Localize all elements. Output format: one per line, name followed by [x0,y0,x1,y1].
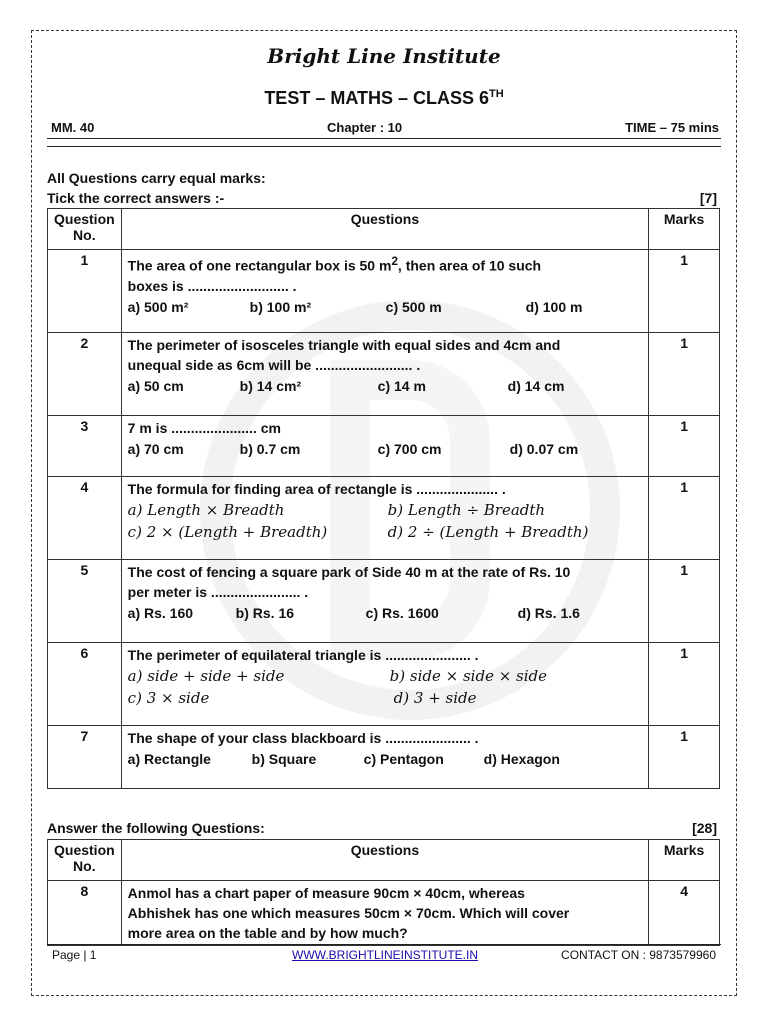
option-b[interactable]: b) side × side × side [389,667,548,685]
table-row: 3 7 m is ...................... cm a) 70 cm b) 0.7 cm c) 700 cm d) 0.07 cm 1 [48,416,720,477]
option-a[interactable]: a) 70 cm [127,441,184,457]
options [128,665,643,687]
time-limit: TIME – 75 mins [625,120,719,135]
options [128,499,643,521]
section2-heading: Answer the following Questions: [28] [47,820,717,836]
option-c[interactable]: c) 3 × side [127,689,210,707]
option-d[interactable]: d) 2 ÷ (Length + Breadth) [387,523,589,541]
option-a[interactable]: a) 50 cm [127,378,184,394]
option-d[interactable]: d) 100 m [525,298,583,315]
page-number: Page | 1 [52,948,97,962]
option-d[interactable]: d) Hexagon [483,751,560,767]
test-title: TEST – MATHS – CLASS 6TH [264,88,504,108]
option-b[interactable]: b) Square [251,751,317,767]
option-a[interactable]: a) 500 m² [127,298,189,315]
option-c[interactable]: c) 500 m [385,298,442,315]
max-marks: MM. 40 [51,120,95,135]
options [128,687,643,709]
test-meta-row [47,120,721,139]
option-c[interactable]: c) 2 × (Length + Breadth) [127,523,328,541]
option-d[interactable]: d) 14 cm [507,378,565,394]
chapter: Chapter : 10 [327,120,403,135]
table-row: 4 The formula for finding area of rectangle is ..................... . a) Length × Breadth b) Length ÷ Breadth c) 2 × (Length + Breadth) d) 2 ÷ (Length + Breadth) 1 [48,477,720,560]
table-header-row: Question No. Questions Marks [48,209,720,250]
option-c[interactable]: c) Rs. 1600 [365,605,439,621]
option-b[interactable]: b) 14 cm² [239,378,302,394]
options [128,748,643,770]
instruction-tick: Tick the correct answers :- [7] [47,190,717,206]
option-b[interactable]: b) 0.7 cm [239,441,301,457]
options [128,375,643,397]
long-answer-table [47,839,720,946]
table-row: 8 Anmol has a chart paper of measure 90cm × 40cm, whereas Abhishek has one which measures 50cm × 70cm. Which will cover more area on the table and by how much? 4 [48,881,720,946]
divider [47,146,721,147]
table-row: 1 The area of one rectangular box is 50 $m^2$, then area of 10 such boxes is .......................... . a) 500 m² b) 100 m² c) 500 m d) 100 m 1 [48,250,720,333]
options [128,296,643,318]
contact-info: CONTACT ON : 9873579960 [561,948,716,962]
options [128,438,643,460]
section2-marks: [28] [692,820,717,836]
option-c[interactable]: c) 14 m [377,378,426,394]
option-a[interactable]: a) side + side + side [127,667,285,685]
section1-marks: [7] [699,190,717,206]
website-link[interactable]: WWW.BRIGHTLINEINSTITUTE.IN [292,948,478,962]
table-row: 7 The shape of your class blackboard is ...................... . a) Rectangle b) Square c) Pentagon d) Hexagon 1 [48,726,720,789]
option-d[interactable]: d) 0.07 cm [509,441,579,457]
table-row: 6 The perimeter of equilateral triangle is ...................... . a) side + side + side b) side × side × side c) 3 × side d) 3 + side 1 [48,643,720,726]
option-c[interactable]: c) Pentagon [363,751,444,767]
options [128,521,643,543]
option-b[interactable]: b) Rs. 16 [235,605,295,621]
option-a[interactable]: a) Rs. 160 [127,605,194,621]
institute-name: Bright Line Institute [267,44,501,68]
instruction-equal-marks: All Questions carry equal marks: [47,170,266,186]
option-a[interactable]: a) Length × Breadth [127,501,285,519]
table-row: 5 The cost of fencing a square park of Side 40 m at the rate of Rs. 10 per meter is ....................... . a) Rs. 160 b) Rs. 16 c) Rs. 1600 d) Rs. 1.6 1 [48,560,720,643]
option-d[interactable]: d) Rs. 1.6 [517,605,580,621]
table-header-row: Question No. Questions Marks [48,840,720,881]
option-b[interactable]: b) 100 m² [249,298,312,315]
footer-divider [47,944,721,945]
option-d[interactable]: d) 3 + side [393,689,477,707]
option-c[interactable]: c) 700 cm [377,441,442,457]
option-b[interactable]: b) Length ÷ Breadth [387,501,546,519]
options [128,602,643,624]
mcq-table [47,208,720,789]
option-a[interactable]: a) Rectangle [127,751,211,767]
table-row: 2 The perimeter of isosceles triangle with equal sides and 4cm and unequal side as 6cm will be ......................... . a) 50 cm b) 14 cm² c) 14 m d) 14 cm 1 [48,333,720,416]
